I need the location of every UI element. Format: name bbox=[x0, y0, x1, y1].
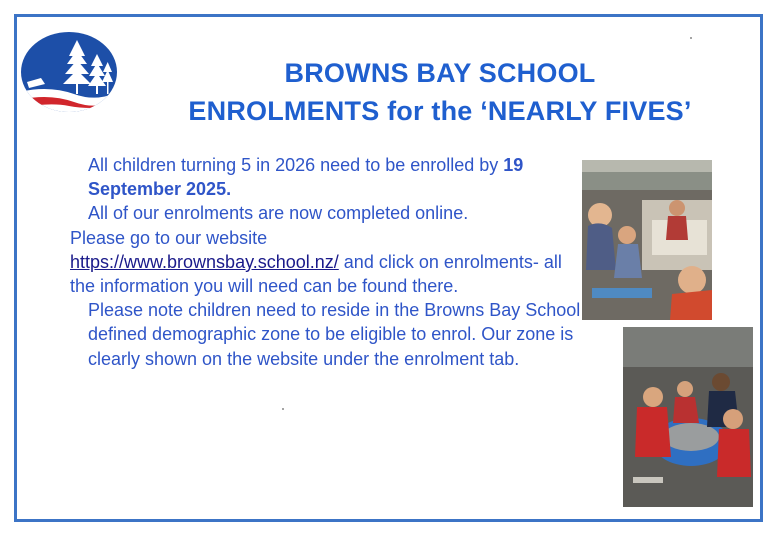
school-logo bbox=[19, 30, 121, 116]
enrolments-instruction: and click on enrolments- all the information you will need can be found there. bbox=[70, 251, 562, 297]
website-link-paragraph bbox=[70, 250, 585, 298]
poster-body bbox=[70, 153, 585, 371]
scan-speck bbox=[690, 37, 692, 39]
scan-speck bbox=[282, 408, 284, 410]
children-photo-1 bbox=[582, 160, 712, 320]
website-instruction-line: Please go to our website bbox=[70, 227, 268, 248]
deadline-text: All children turning 5 in 2026 need to be enrolled by bbox=[88, 155, 504, 175]
school-name-title: BROWNS BAY SCHOOL bbox=[284, 58, 596, 88]
deadline-date: 19 September 2025. bbox=[88, 155, 524, 200]
enrolments-heading: ENROLMENTS for the ‘NEARLY FIVES’ bbox=[188, 96, 692, 126]
online-enrolment-line: All of our enrolments are now completed online. bbox=[88, 203, 469, 224]
zone-paragraph: Please note children need to reside in the Browns Bay School defined demographic zone to be eligible to enrol. Our zone is clearly shown on the website under the enrolment tab. bbox=[88, 300, 581, 369]
school-website-link[interactable]: https://www.brownsbay.school.nz/ bbox=[70, 251, 339, 272]
deadline-paragraph bbox=[70, 153, 585, 201]
children-photo-2 bbox=[623, 327, 753, 507]
